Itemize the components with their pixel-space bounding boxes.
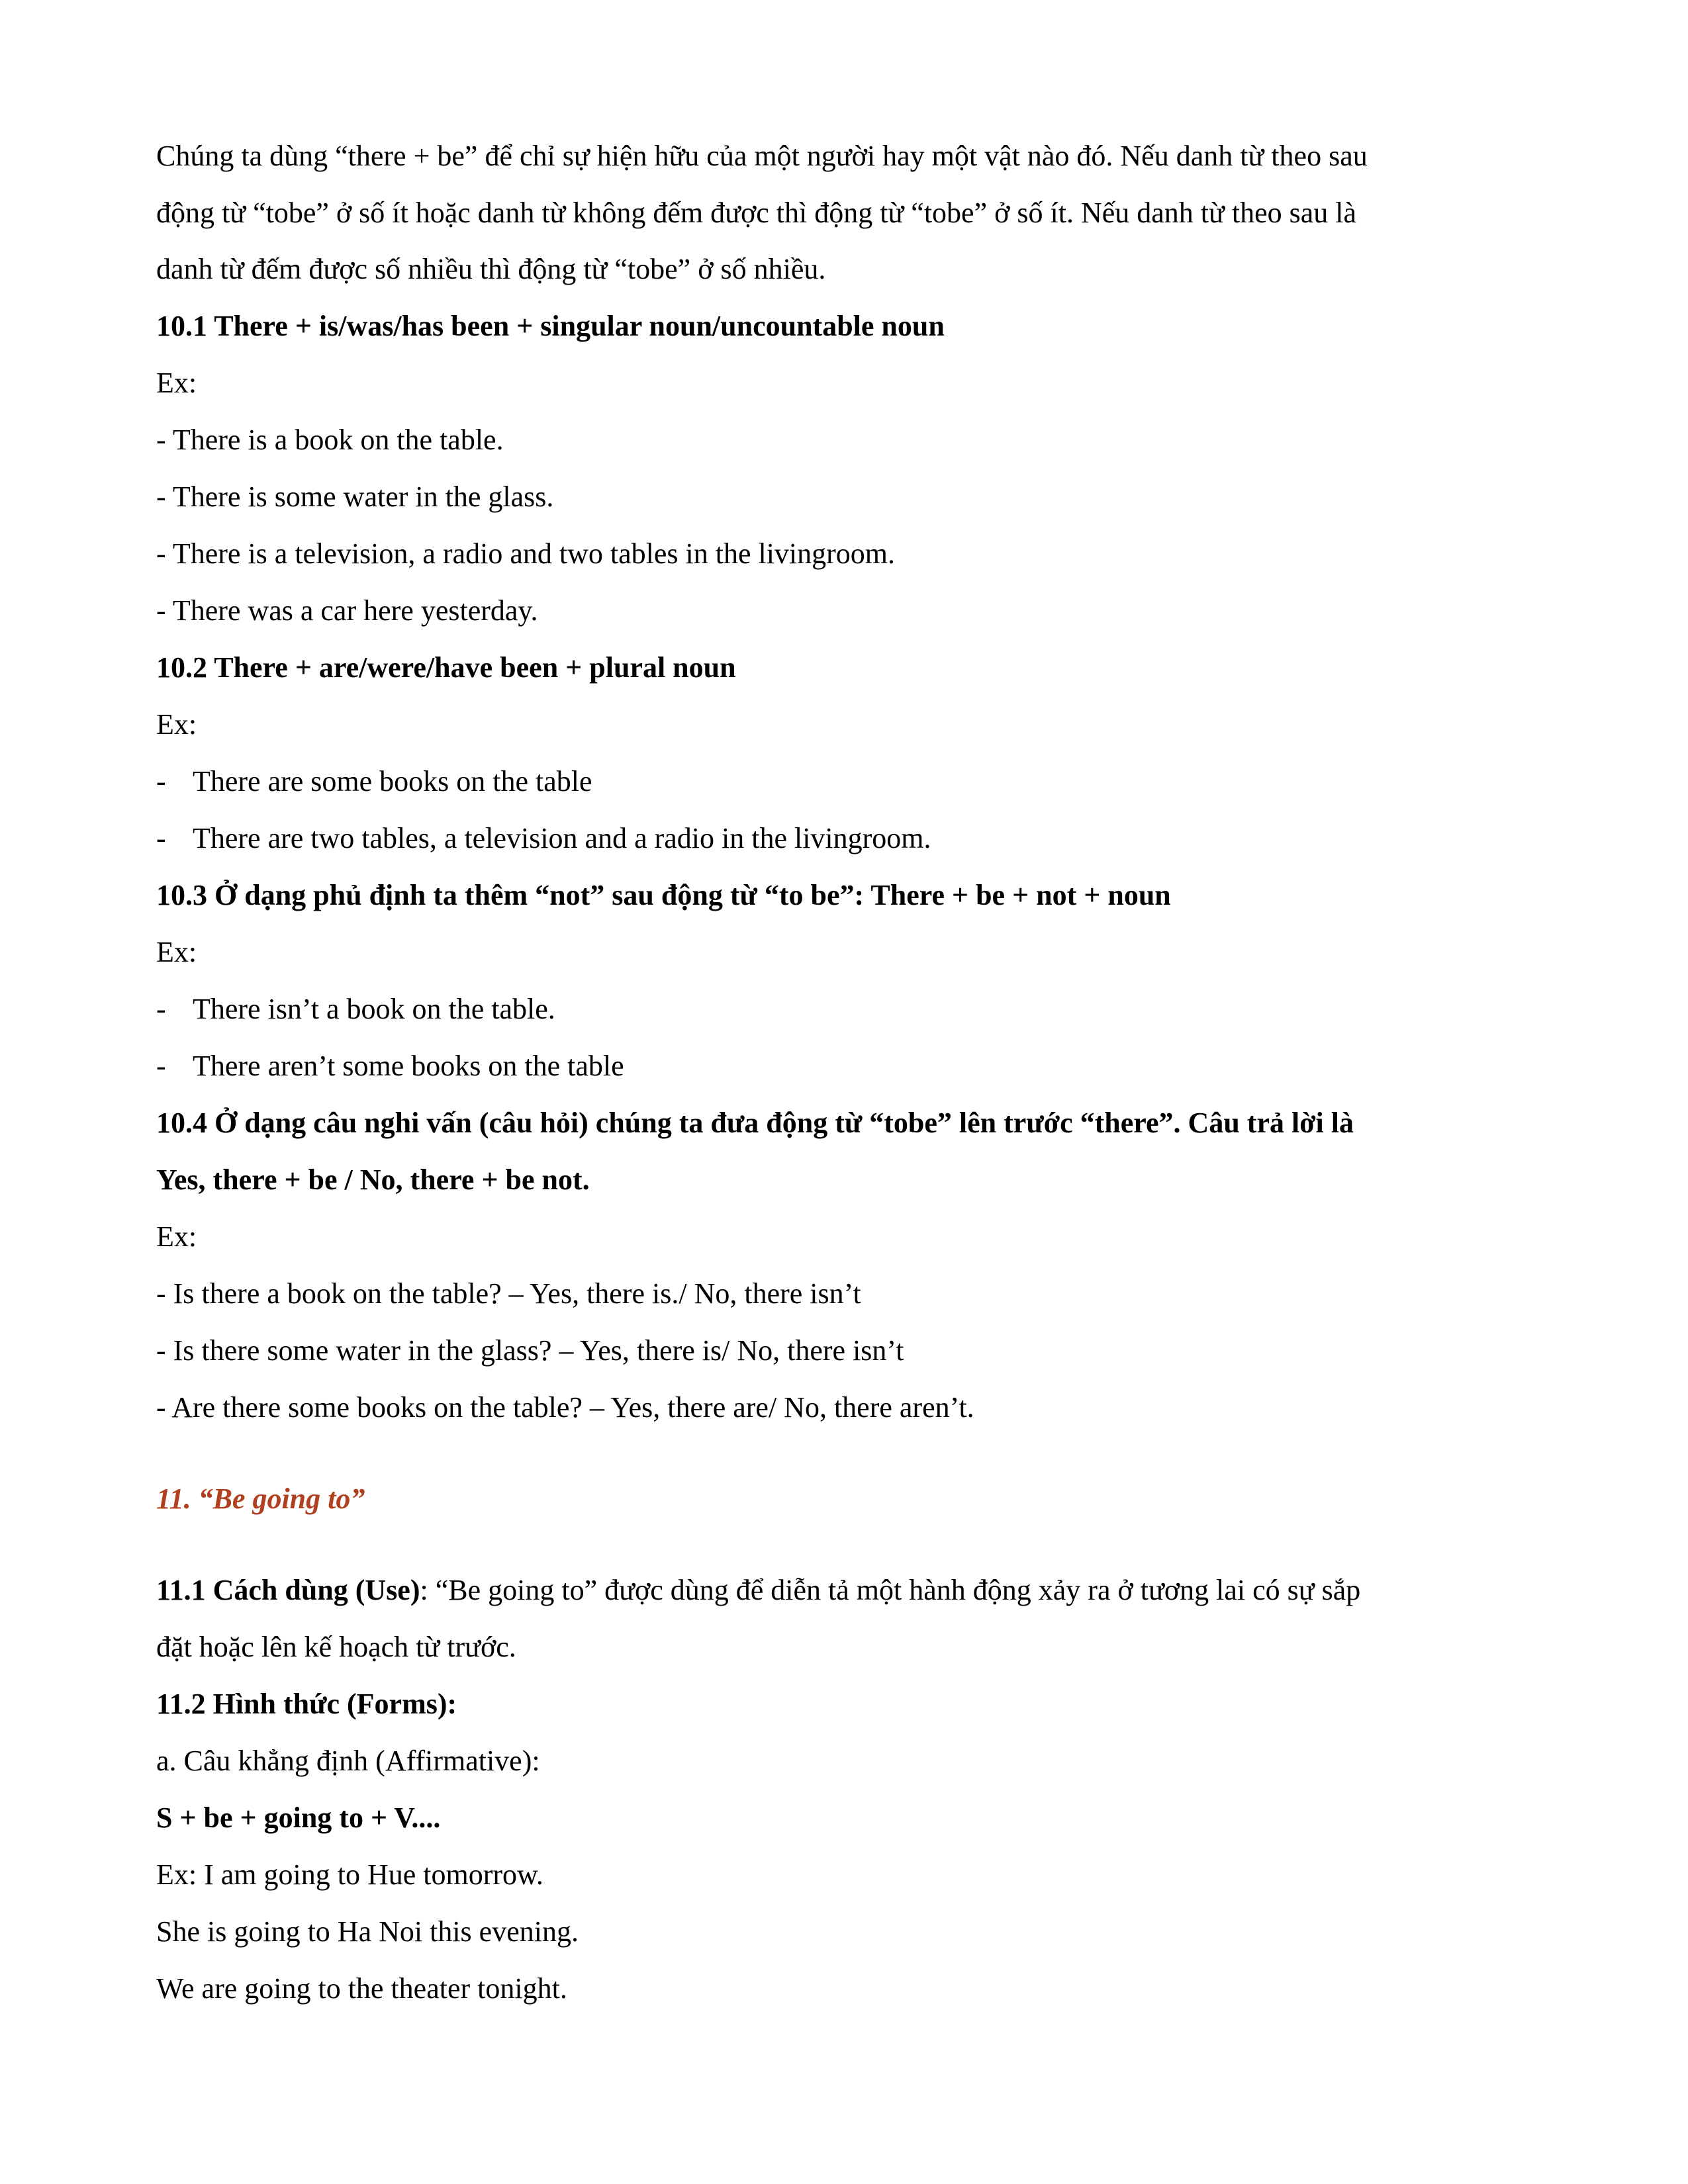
ex-label-10-2: Ex: xyxy=(156,708,197,741)
heading-10-2: 10.2 There + are/were/have been + plural noun xyxy=(156,651,736,684)
example-11-a: Ex: I am going to Hue tomorrow. xyxy=(156,1858,543,1891)
example-text: There isn’t a book on the table. xyxy=(193,993,555,1025)
intro-line-2: động từ “tobe” ở số ít hoặc danh từ không đếm được thì động từ “tobe” ở số ít. Nếu danh từ theo sau là xyxy=(156,197,1357,229)
heading-10-4-line-1: 10.4 Ở dạng câu nghi vấn (câu hỏi) chúng ta đưa động từ “tobe” lên trước “there”. Câu trả lời là xyxy=(156,1107,1354,1139)
list-dash: - xyxy=(156,1050,166,1082)
example-10-2-b xyxy=(156,819,931,858)
ex-label-10-1: Ex: xyxy=(156,367,197,399)
formula: S + be + going to + V.... xyxy=(156,1801,441,1834)
example-text: There aren’t some books on the table xyxy=(193,1050,624,1082)
example-10-4-a: - Is there a book on the table? – Yes, there is./ No, there isn’t xyxy=(156,1277,861,1310)
list-dash: - xyxy=(156,765,166,797)
intro-line-1: Chúng ta dùng “there + be” để chỉ sự hiện hữu của một người hay một vật nào đó. Nếu danh từ theo sau xyxy=(156,140,1368,172)
example-text: There are two tables, a television and a radio in the livingroom. xyxy=(193,822,931,854)
list-dash: - xyxy=(156,822,166,854)
example-10-1-b: - There is some water in the glass. xyxy=(156,480,554,513)
example-10-3-a xyxy=(156,989,555,1029)
list-dash: - xyxy=(156,993,166,1025)
use-text: : “Be going to” được dùng để diễn tả một hành động xảy ra ở tương lai có sự sắp xyxy=(420,1574,1361,1606)
example-11-c: We are going to the theater tonight. xyxy=(156,1972,567,2005)
use-line-2: đặt hoặc lên kế hoạch từ trước. xyxy=(156,1631,516,1663)
forms-heading: 11.2 Hình thức (Forms): xyxy=(156,1688,457,1720)
example-10-3-b xyxy=(156,1046,624,1086)
example-text: There are some books on the table xyxy=(193,765,592,797)
ex-label-10-3: Ex: xyxy=(156,936,197,968)
example-10-1-c: - There is a television, a radio and two tables in the livingroom. xyxy=(156,537,896,570)
section-11-title: 11. “Be going to” xyxy=(156,1482,365,1515)
example-10-4-b: - Is there some water in the glass? – Yes, there is/ No, there isn’t xyxy=(156,1334,904,1367)
heading-10-1: 10.1 There + is/was/has been + singular noun/uncountable noun xyxy=(156,310,945,342)
ex-label-10-4: Ex: xyxy=(156,1220,197,1253)
use-label: 11.1 Cách dùng (Use) xyxy=(156,1574,420,1606)
affirmative-label: a. Câu khẳng định (Affirmative): xyxy=(156,1745,540,1777)
intro-line-3: danh từ đếm được số nhiều thì động từ “tobe” ở số nhiều. xyxy=(156,253,826,285)
heading-10-3: 10.3 Ở dạng phủ định ta thêm “not” sau động từ “to be”: There + be + not + noun xyxy=(156,879,1171,911)
example-10-1-d: - There was a car here yesterday. xyxy=(156,594,538,627)
example-10-1-a: - There is a book on the table. xyxy=(156,424,504,456)
heading-10-4-line-2: Yes, there + be / No, there + be not. xyxy=(156,1163,590,1196)
example-11-b: She is going to Ha Noi this evening. xyxy=(156,1915,579,1948)
example-10-2-a xyxy=(156,762,592,801)
use-line-1 xyxy=(156,1570,1360,1610)
example-10-4-c: - Are there some books on the table? – Yes, there are/ No, there aren’t. xyxy=(156,1391,974,1424)
